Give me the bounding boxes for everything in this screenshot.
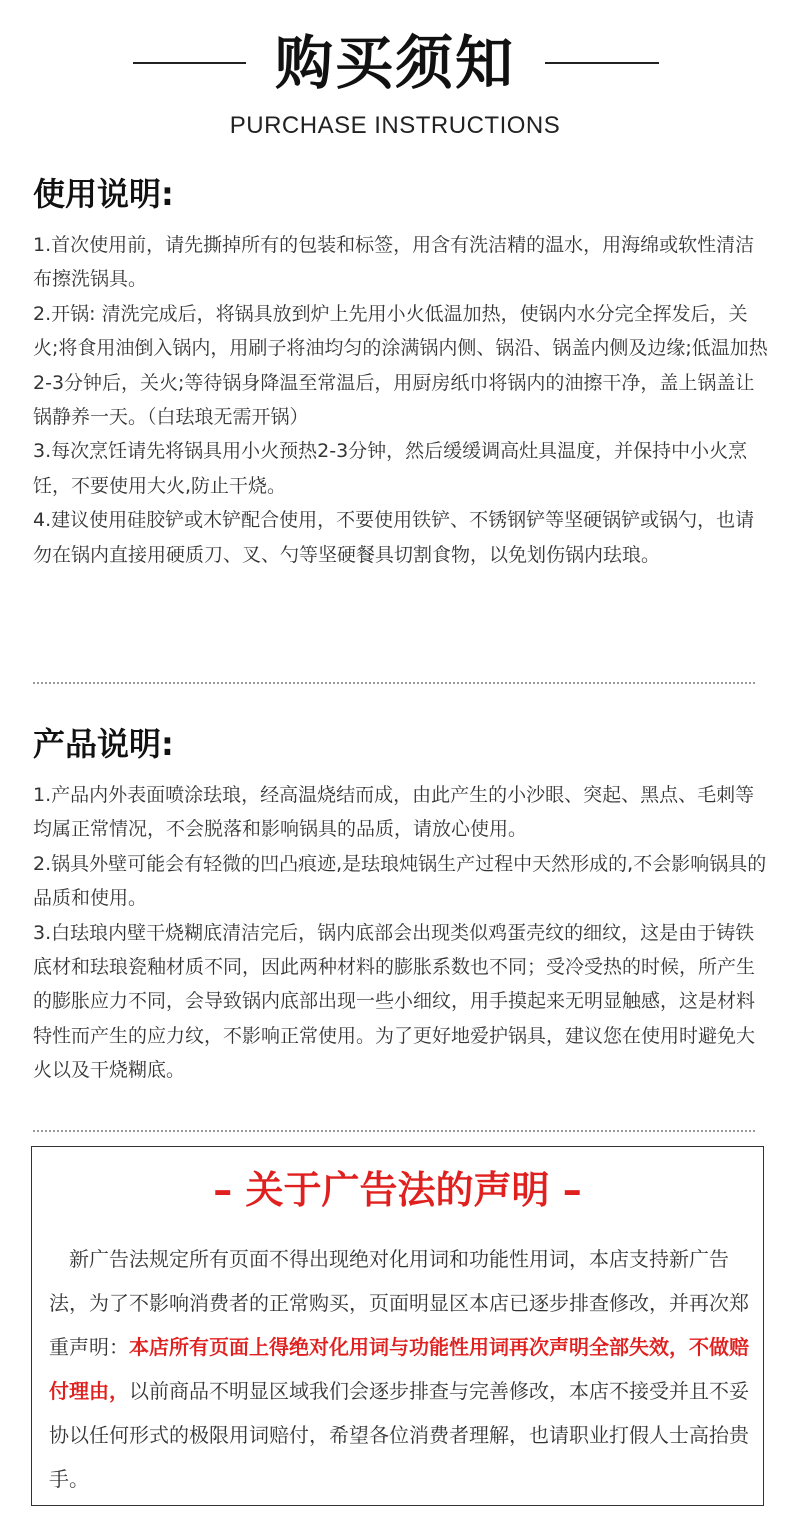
product-list: [33, 778, 768, 1088]
usage-item: 2.开锅: 清洗完成后，将锅具放到炉上先用小火低温加热，使锅内水分完全挥发后，关火;将食用油倒入锅内，用刷子将油均匀的涂满锅内侧、锅沿、锅盖内侧及边缘;低温加热2-3分钟后，关火;等待锅身降温至常温后，用厨房纸巾将锅内的油擦干净，盖上锅盖让锅静养一天。（白珐琅无需开锅）: [33, 302, 768, 429]
product-item: 3.白珐琅内壁干烧糊底清洁完后，锅内底部会出现类似鸡蛋壳纹的细纹，这是由于铸铁底材和珐琅瓷釉材质不同，因此两种材料的膨胀系数也不同；受冷受热的时候，所产生的膨胀应力不同，会导致锅内底部出现一些小细纹，用手摸起来无明显触感，这是材料特性而产生的应力纹，不影响正常使用。为了更好地爱护锅具，建议您在使用时避免大火以及干烧糊底。: [33, 921, 756, 1082]
usage-heading: 使用说明:: [33, 175, 174, 213]
usage-item: 3.每次烹饪请先将锅具用小火预热2-3分钟，然后缓缓调高灶具温度，并保持中小火烹饪，不要使用大火,防止干烧。: [33, 440, 748, 497]
product-section: [33, 724, 768, 1088]
notice-text-outro: 以前商品不明显区域我们会逐步排查与完善修改，本店不接受并且不妥协以任何形式的极限用词赔付，希望各位消费者理解，也请职业打假人士高抬贵手。: [49, 1379, 749, 1491]
notice-text-highlight: 本店所有页面上得绝对化用词与功能性用词再次声明全部失效，不做赔付理由，: [49, 1335, 749, 1403]
header-right-rule: [545, 62, 659, 64]
page-header: [0, 0, 790, 150]
ad-law-notice-box: [31, 1146, 764, 1506]
product-heading: 产品说明:: [33, 725, 174, 763]
page-title: 购买须知: [274, 29, 515, 97]
usage-item: 1.首次使用前，请先撕掉所有的包装和标签，用含有洗洁精的温水，用海绵或软性清洁布擦洗锅具。: [33, 234, 755, 291]
dotted-divider: [33, 682, 755, 684]
notice-title: – 关于广告法的声明 –: [213, 1168, 582, 1212]
dotted-divider: [33, 1130, 755, 1132]
usage-section: [33, 174, 768, 572]
usage-item: 4.建议使用硅胶铲或木铲配合使用，不要使用铁铲、不锈钢铲等坚硬锅铲或锅勺，也请勿在锅内直接用硬质刀、叉、勺等坚硬餐具切割食物，以免划伤锅内珐琅。: [33, 509, 755, 566]
notice-text: [49, 1237, 749, 1501]
page-subtitle: PURCHASE INSTRUCTIONS: [229, 112, 561, 139]
product-item: 2.锅具外壁可能会有轻微的凹凸痕迹,是珐琅炖锅生产过程中天然形成的,不会影响锅具的品质和使用。: [33, 852, 767, 910]
product-item: 1.产品内外表面喷涂珐琅，经高温烧结而成，由此产生的小沙眼、突起、黑点、毛刺等均属正常情况，不会脱落和影响锅具的品质，请放心使用。: [33, 784, 755, 841]
notice-text-intro: 新广告法规定所有页面不得出现绝对化用词和功能性用词，本店支持新广告法，为了不影响消费者的正常购买，页面明显区本店已逐步排查修改，并再次郑重声明：: [49, 1247, 749, 1359]
usage-list: [33, 228, 768, 572]
